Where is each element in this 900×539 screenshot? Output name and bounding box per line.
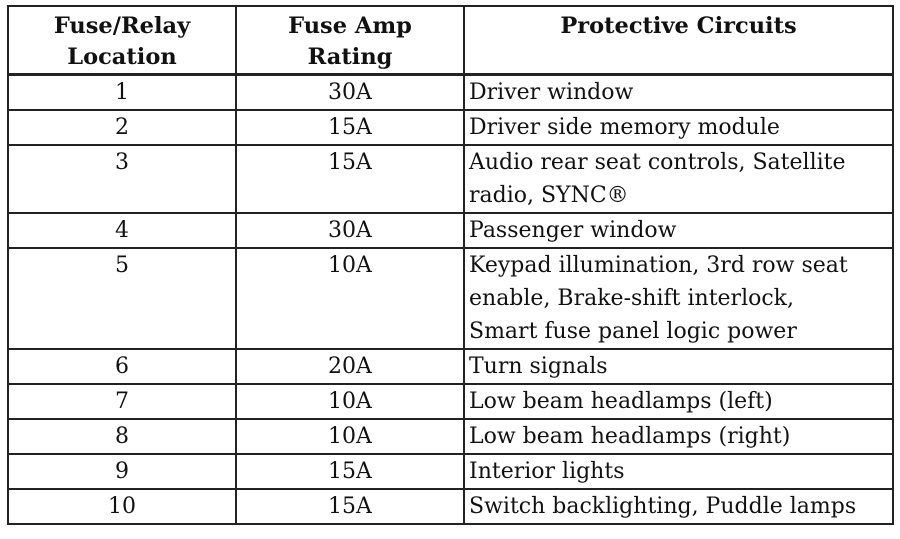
circuit-line: Turn signals	[469, 354, 608, 379]
header-row	[8, 6, 893, 75]
circuit-line: radio, SYNC®	[469, 183, 629, 208]
table-header	[8, 6, 893, 75]
fuse-amp-rating-cell: 20A	[236, 349, 464, 384]
fuse-location-cell: 7	[8, 384, 236, 419]
fuse-amp-rating-cell: 30A	[236, 213, 464, 248]
circuit-line: Switch backlighting, Puddle lamps	[469, 494, 857, 519]
protective-circuits-cell	[464, 75, 893, 111]
circuit-line: Low beam headlamps (right)	[469, 424, 791, 449]
table-row	[8, 419, 893, 454]
fuse-relay-table	[7, 5, 894, 525]
circuit-line: Passenger window	[469, 218, 677, 243]
fuse-amp-rating-cell: 15A	[236, 489, 464, 524]
fuse-amp-rating-cell: 10A	[236, 419, 464, 454]
table-body	[8, 75, 893, 525]
fuse-location-cell: 6	[8, 349, 236, 384]
table-row	[8, 145, 893, 213]
fuse-location-cell: 1	[8, 75, 236, 111]
header-circuits-line-1: Protective Circuits	[560, 13, 797, 39]
header-location	[8, 6, 236, 75]
table-row	[8, 110, 893, 145]
circuit-line: Keypad illumination, 3rd row seat	[469, 253, 848, 278]
protective-circuits-cell	[464, 145, 893, 213]
header-rating-line-1: Fuse Amp	[288, 13, 412, 39]
circuit-line: enable, Brake-shift interlock,	[469, 286, 794, 311]
header-rating	[236, 6, 464, 75]
circuit-line: Interior lights	[469, 459, 625, 484]
fuse-amp-rating-cell: 30A	[236, 75, 464, 111]
fuse-location-cell: 2	[8, 110, 236, 145]
table-row	[8, 489, 893, 524]
table-row	[8, 213, 893, 248]
table-row	[8, 384, 893, 419]
fuse-location-cell: 10	[8, 489, 236, 524]
protective-circuits-cell	[464, 349, 893, 384]
fuse-location-cell: 8	[8, 419, 236, 454]
fuse-amp-rating-cell: 15A	[236, 454, 464, 489]
header-location-line-2: Location	[67, 44, 177, 70]
header-circuits	[464, 6, 893, 75]
table-row	[8, 454, 893, 489]
table-row	[8, 75, 893, 111]
protective-circuits-cell	[464, 454, 893, 489]
protective-circuits-cell	[464, 248, 893, 349]
protective-circuits-cell	[464, 384, 893, 419]
circuit-line: Audio rear seat controls, Satellite	[469, 150, 846, 175]
fuse-amp-rating-cell: 15A	[236, 145, 464, 213]
circuit-line: Driver side memory module	[469, 115, 780, 140]
fuse-location-cell: 5	[8, 248, 236, 349]
circuit-line: Low beam headlamps (left)	[469, 389, 773, 414]
fuse-amp-rating-cell: 10A	[236, 384, 464, 419]
table-row	[8, 248, 893, 349]
table-row	[8, 349, 893, 384]
header-location-line-1: Fuse/Relay	[53, 13, 191, 39]
fuse-location-cell: 9	[8, 454, 236, 489]
fuse-amp-rating-cell: 10A	[236, 248, 464, 349]
fuse-location-cell: 3	[8, 145, 236, 213]
protective-circuits-cell	[464, 419, 893, 454]
circuit-line: Smart fuse panel logic power	[469, 319, 797, 344]
fuse-location-cell: 4	[8, 213, 236, 248]
protective-circuits-cell	[464, 110, 893, 145]
circuit-line: Driver window	[469, 80, 634, 105]
fuse-amp-rating-cell: 15A	[236, 110, 464, 145]
protective-circuits-cell	[464, 489, 893, 524]
header-rating-line-2: Rating	[307, 44, 393, 70]
protective-circuits-cell	[464, 213, 893, 248]
